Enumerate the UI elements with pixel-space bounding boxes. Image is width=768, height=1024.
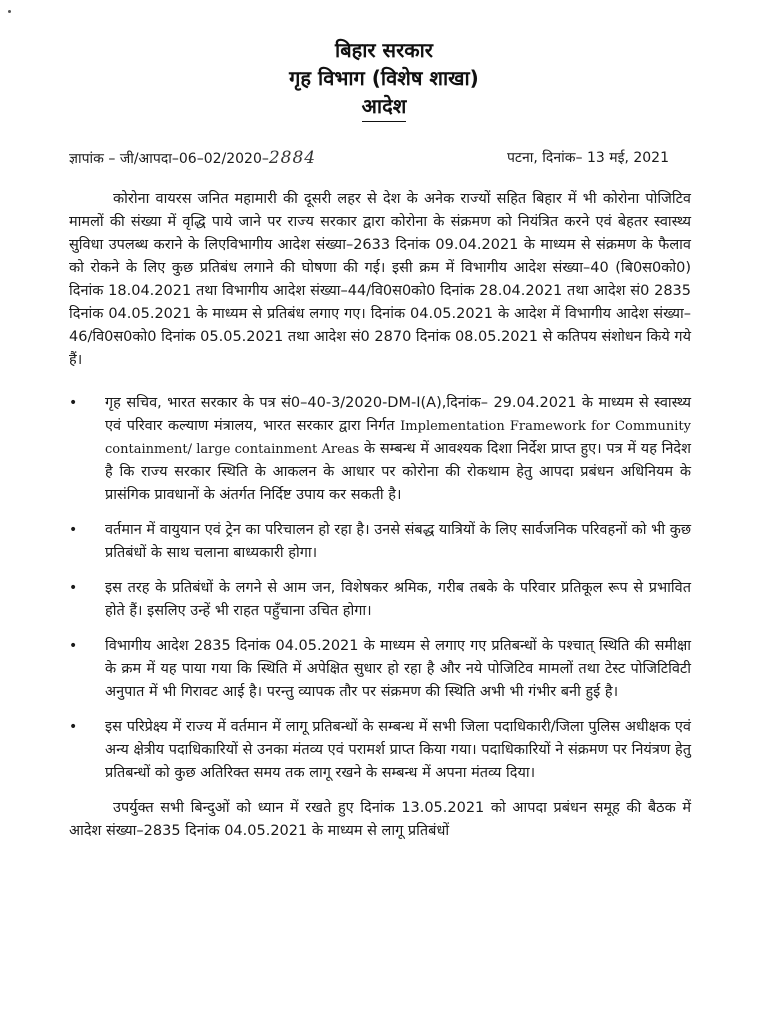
list-item bbox=[69, 716, 691, 785]
intro-paragraph: कोरोना वायरस जनित महामारी की दूसरी लहर से देश के अनेक राज्यों सहित बिहार में भी कोरोना पोजिटिव मामलों की संख्या में वृद्धि पाये जाने पर राज्य सरकार द्वारा कोरोना के संक्रमण को नियंत्रित करने एवं बेहतर स्वास्थ्य सुविधा उपलब्ध कराने के लिएविभागीय आदेश संख्या–2633 दिनांक 09.04.2021 के माध्यम से संक्रमण के फैलाव को रोकने के लिए कुछ प्रतिबंध लगाने की घोषणा की गई। इसी क्रम में विभागीय आदेश संख्या–40 (बि0स0को0) दिनांक 18.04.2021 तथा विभागीय आदेश संख्या–44/वि0स0को0 दिनांक 28.04.2021 तथा आदेश सं0 2835 दिनांक 04.05.2021 के माध्यम से प्रतिबंध लगाए गए। दिनांक 04.05.2021 के आदेश में विभागीय आदेश संख्या–46/वि0स0को0 दिनांक 05.05.2021 तथा आदेश सं0 2870 दिनांक 08.05.2021 से कतिपय संशोधन किये गये हैं। bbox=[69, 191, 691, 368]
bullet-text-part: के सम्बन्ध में आवश्यक दिशा निर्देश प्राप्त हुए। पत्र में यह निदेश है कि राज्य सरकार स्थिति के आकलन के आधार पर कोरोना की रोकथाम हेतु आपदा प्रबंधन अधिनियम के प्रासंगिक प्रावधानों के अंतर्गत निर्दिष्ट उपाय कर सकती है। bbox=[105, 441, 691, 503]
scan-speck bbox=[8, 10, 11, 13]
bullet-text: इस तरह के प्रतिबंधों के लगने से आम जन, विशेषकर श्रमिक, गरीब तबके के परिवार प्रतिकूल रूप से प्रभावित होते हैं। इसलिए उन्हें भी राहत पहुँचाना उचित होगा। bbox=[105, 580, 691, 619]
order-heading bbox=[0, 92, 768, 122]
bullet-english-text: Implementation Framework for Community containment/ large containment Areas bbox=[105, 419, 691, 457]
document-header bbox=[0, 36, 768, 122]
order-title: आदेश bbox=[362, 92, 407, 122]
list-item bbox=[69, 519, 691, 565]
list-item bbox=[69, 577, 691, 623]
final-paragraph: उपर्युक्त सभी बिन्दुओं को ध्यान में रखते हुए दिनांक 13.05.2021 को आपदा प्रबंधन समूह की बैठक में आदेश संख्या–2835 दिनांक 04.05.2021 के माध्यम से लागू प्रतिबंधों bbox=[69, 800, 691, 839]
bullet-text: वर्तमान में वायुयान एवं ट्रेन का परिचालन हो रहा है। उनसे संबद्ध यात्रियों के लिए सार्वजनिक परिवहनों को भी कुछ प्रतिबंधों के साथ चलाना बाध्यकारी होगा। bbox=[105, 522, 691, 561]
list-item bbox=[69, 392, 691, 507]
handwritten-number: 2884 bbox=[268, 148, 317, 168]
bullet-text: इस परिप्रेक्ष्य में राज्य में वर्तमान में लागू प्रतिबन्धों के सम्बन्ध में सभी जिला पदाधिकारी/जिला पुलिस अधीक्षक एवं अन्य क्षेत्रीय पदाधिकारियों से उनका मंतव्य एवं परामर्श प्राप्त किया गया। पदाधिकारियों ने संक्रमण पर नियंत्रण हेतु प्रतिबन्धों को कुछ अतिरिक्त समय तक लागू रखने के सम्बन्ध में अपना मंतव्य दिया। bbox=[105, 719, 691, 781]
bullet-icon: • bbox=[69, 719, 78, 735]
bullet-icon: • bbox=[69, 638, 78, 654]
bullet-text-part: गृह सचिव, भारत सरकार के पत्र सं0–40-3/2020-DM-I(A),दिनांक– 29.04.2021 के माध्यम से स्वास्थ्य एवं परिवार कल्याण मंत्रालय, भारत सरकार द्वारा निर्गत bbox=[105, 395, 691, 434]
bullet-icon: • bbox=[69, 580, 78, 596]
bullet-icon: • bbox=[69, 395, 78, 411]
reference-line bbox=[69, 146, 669, 170]
bullet-icon: • bbox=[69, 522, 78, 538]
department-name: गृह विभाग (विशेष शाखा) bbox=[289, 66, 479, 90]
bullet-list bbox=[69, 392, 691, 785]
bullet-text bbox=[105, 392, 691, 507]
memo-number-text: ज्ञापांक – जी/आपदा–06–02/2020– bbox=[69, 151, 269, 167]
government-name: बिहार सरकार bbox=[335, 38, 433, 62]
memo-number bbox=[69, 146, 316, 171]
bullet-text: विभागीय आदेश 2835 दिनांक 04.05.2021 के माध्यम से लगाए गए प्रतिबन्धों के पश्चात् स्थिति की समीक्षा के क्रम में यह पाया गया कि स्थिति में अपेक्षित सुधार हो रहा है और नये पोजिटिव मामलों तथा टेस्ट पोजिटिविटी अनुपात में भी गिरावट आई है। परन्तु व्यापक तौर पर संक्रमण की स्थिति अभी भी गंभीर बनी हुई है। bbox=[105, 638, 691, 700]
document-body bbox=[69, 188, 691, 843]
place-date: पटना, दिनांक– 13 मई, 2021 bbox=[506, 150, 669, 166]
list-item bbox=[69, 635, 691, 704]
